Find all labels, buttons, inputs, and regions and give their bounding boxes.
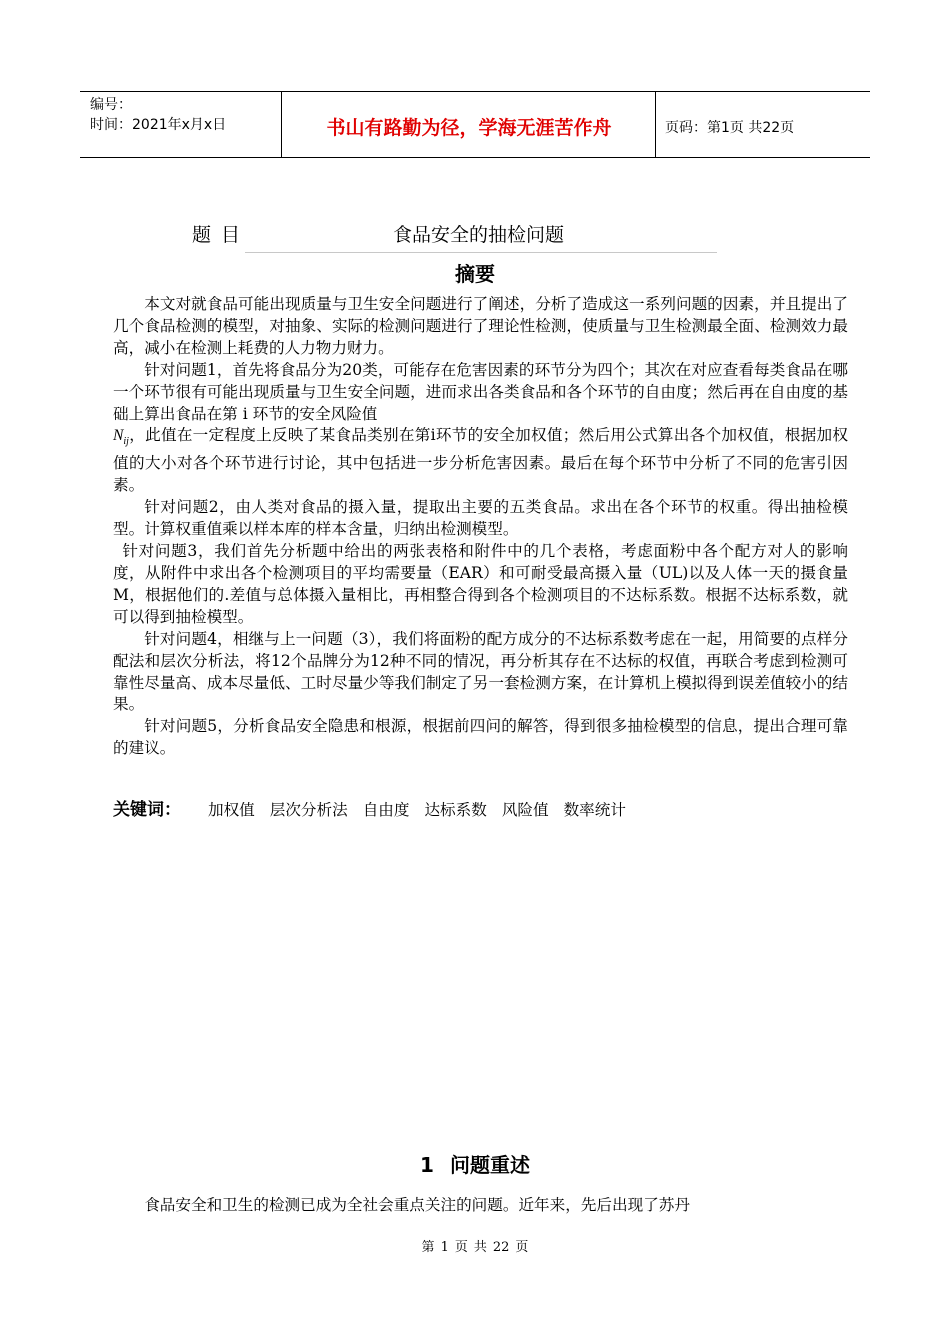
section-number: 1	[420, 1153, 434, 1177]
footer-page-number: 1	[440, 1240, 449, 1255]
serial-label: 编号：	[90, 97, 132, 113]
footer-ye: 页	[454, 1240, 468, 1255]
footer-ye-2: 页	[515, 1240, 529, 1255]
page-footer	[0, 1236, 950, 1255]
header-divider-right	[655, 91, 656, 158]
keyword-item: 加权值	[207, 801, 255, 819]
risk-variable: $N_{ij}$	[113, 427, 129, 448]
p2-text-a: 针对问题1，首先将食品分为20类，可能存在危害因素的环节分为四个；其次在对应查看每类食品在哪一个环节很有可能出现质量与卫生安全问题，进而求出各类食品和各个环节的自由度；然后再在自由度的基础上算出食品在第 i 环节的安全风险值	[113, 360, 848, 423]
header-motto: 书山有路勤为径，学海无涯苦作舟	[326, 117, 612, 139]
footer-di: 第	[421, 1240, 435, 1255]
document-title: 食品安全的抽检问题	[393, 224, 565, 246]
keyword-item: 风险值	[501, 801, 549, 819]
abstract-paragraph-1: 本文对就食品可能出现质量与卫生安全问题进行了阐述，分析了造成这一系列问题的因素，并且提出了几个食品检测的模型，对抽象、实际的检测问题进行了理论性检测，使质量与卫生检测最全面、检测效力最高，减小在检测上耗费的人力物力财力。	[113, 295, 848, 357]
header-bottom-rule	[80, 157, 870, 158]
time-label: 时间：2021年x月x日	[90, 117, 227, 133]
keywords-line	[113, 795, 636, 820]
abstract-heading: 摘要	[455, 262, 495, 286]
section-heading	[0, 1149, 950, 1178]
section-title: 问题重述	[449, 1153, 530, 1177]
title-label: 题目	[192, 224, 251, 246]
header-info	[90, 95, 226, 135]
keyword-item: 层次分析法	[269, 801, 348, 819]
abstract-paragraph-2	[113, 360, 848, 498]
keyword-item: 达标系数	[424, 801, 487, 819]
abstract-paragraph-5: 针对问题4，相继与上一问题（3），我们将面粉的配方成分的不达标系数考虑在一起，用简要的点样分配法和层次分析法，将12个品牌分为12种不同的情况，再分析其存在不达标的权值，再联合考虑到检测可靠性尽量高、成本尽量低、工时尽量少等我们制定了另一套检测方案，在计算机上模拟得到误差值较小的结果。	[113, 629, 848, 714]
header-page-info: 页码：第1页 共22页	[665, 120, 795, 136]
footer-total-pages: 22	[492, 1240, 510, 1255]
keyword-item: 数率统计	[563, 801, 626, 819]
abstract-paragraph-4: 针对问题3，我们首先分析题中给出的两张表格和附件中的几个表格，考虑面粉中各个配方对人的影响度，从附件中求出各个检测项目的平均需要量（EAR）和可耐受最高摄入量（UL)以及人体一天的摄食量M，根据他们的.差值与总体摄入量相比，再相整合得到各个检测项目的不达标系数。根据不达标系数，就可以得到抽检模型。	[113, 542, 848, 626]
footer-gong: 共	[473, 1240, 487, 1255]
header-top-rule	[80, 91, 870, 92]
section-first-line: 食品安全和卫生的检测已成为全社会重点关注的问题。近年来，先后出现了苏丹	[144, 1196, 690, 1214]
abstract-paragraph-6: 针对问题5，分析食品安全隐患和根源，根据前四问的解答，得到很多抽检模型的信息，提出合理可靠的建议。	[113, 717, 848, 758]
abstract-body	[113, 294, 848, 760]
keyword-item: 自由度	[362, 801, 410, 819]
keywords-label: 关键词：	[113, 800, 181, 820]
abstract-paragraph-3: 针对问题2，由人类对食品的摄入量，提取出主要的五类食品。求出在各个环节的权重。得出抽检模型。计算权重值乘以样本库的样本含量，归纳出检测模型。	[113, 498, 848, 539]
title-underline	[245, 252, 717, 253]
p2-text-b: ，此值在一定程度上反映了某食品类别在第i环节的安全加权值；然后用公式算出各个加权值，根据加权值的大小对各个环节进行讨论，其中包括进一步分析危害因素。最后在每个环节中分析了不同的危害引因素。	[113, 426, 848, 495]
header-divider-left	[281, 91, 282, 158]
